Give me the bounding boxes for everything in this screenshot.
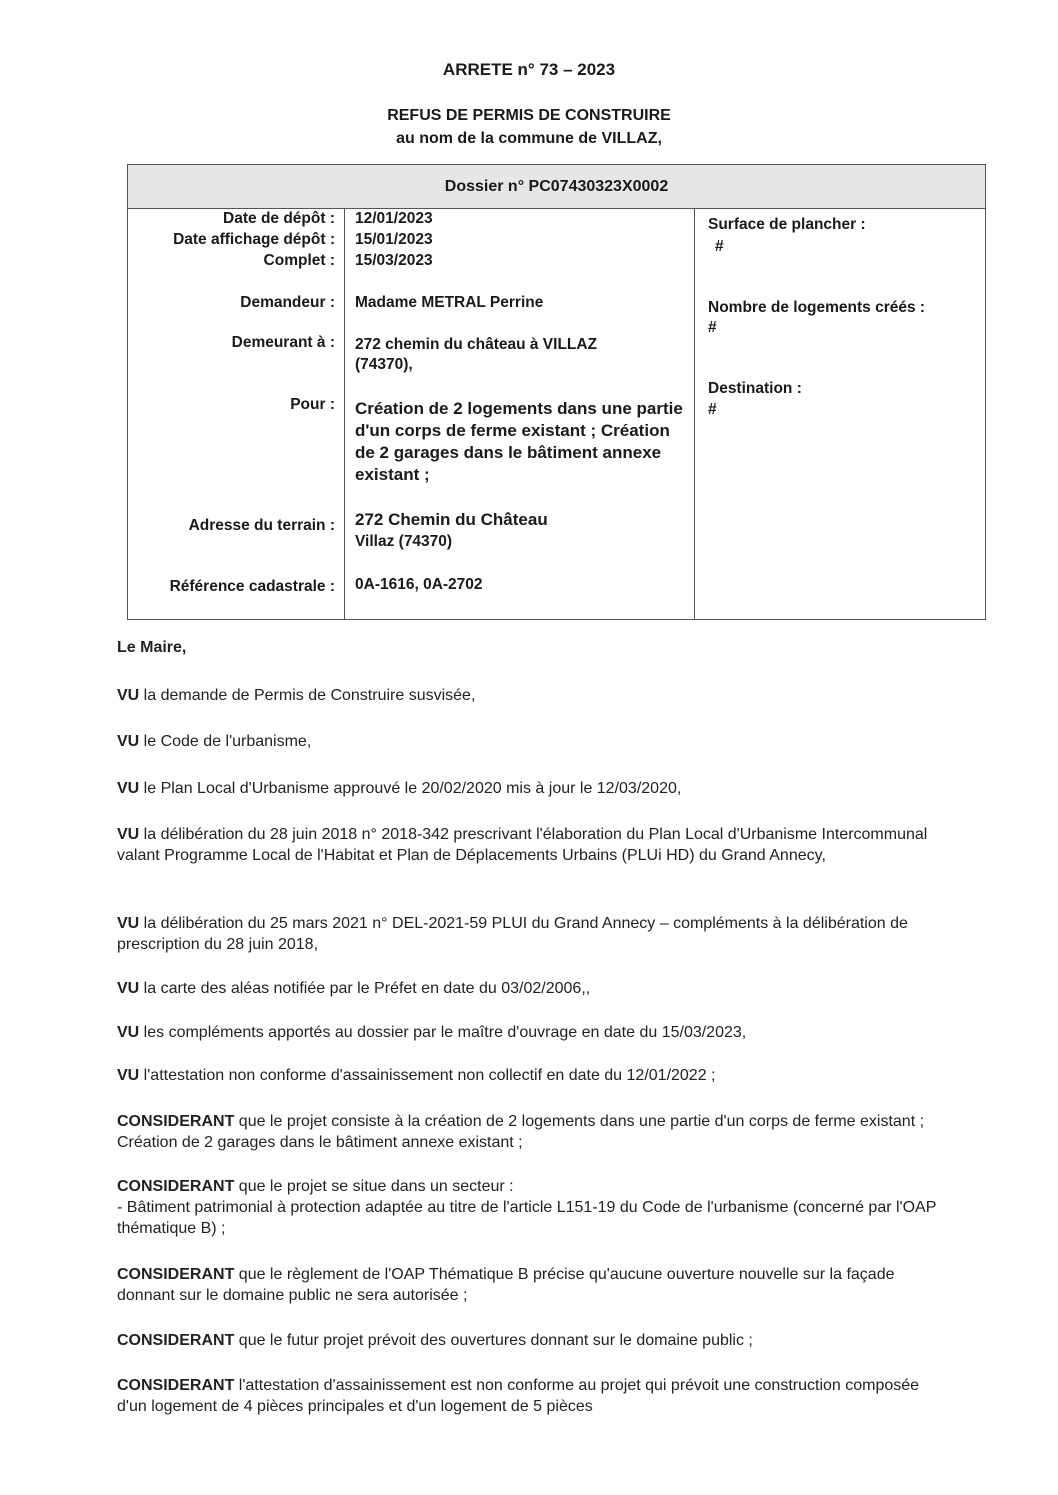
paragraph-lead: VU — [117, 1024, 140, 1041]
paragraph-text: la carte des aléas notifiée par le Préfet en date du 03/02/2006,, — [139, 980, 591, 997]
column-divider — [344, 209, 345, 619]
column-divider — [694, 209, 695, 619]
label-complet: Complet : — [263, 252, 335, 269]
paragraph-lead: VU — [117, 915, 140, 932]
opening-line: Le Maire, — [117, 639, 187, 656]
paragraph-lead: CONSIDERANT — [117, 1332, 235, 1349]
value-date-depot: 12/01/2023 — [355, 210, 433, 227]
paragraph — [117, 978, 937, 999]
paragraph-text: que le règlement de l'OAP Thématique B précise qu'aucune ouverture nouvelle sur la façade donnant sur le domaine public ne sera autorisée ; — [117, 1266, 895, 1304]
value-date-affichage: 15/01/2023 — [355, 231, 433, 248]
dossier-heading: Dossier n° PC07430323X0002 — [128, 165, 985, 209]
paragraph — [117, 685, 937, 706]
paragraph — [117, 913, 937, 955]
value-demandeur: Madame METRAL Perrine — [355, 294, 544, 311]
paragraph-text: la délibération du 28 juin 2018 n° 2018-342 prescrivant l'élaboration du Plan Local d'Urbanisme Intercommunal valant Programme Local de l'Habitat et Plan de Déplacements Urbains (PLUi HD) du Grand Annecy, — [117, 826, 928, 864]
paragraph-lead: CONSIDERANT — [117, 1266, 235, 1283]
paragraph-lead: VU — [117, 733, 140, 750]
paragraph-text: que le futur projet prévoit des ouvertures donnant sur le domaine public ; — [234, 1332, 753, 1349]
paragraph — [117, 1375, 937, 1417]
paragraph-lead: CONSIDERANT — [117, 1377, 235, 1394]
label-adresse-terrain: Adresse du terrain : — [188, 517, 335, 534]
paragraph — [117, 731, 937, 752]
label-date-depot: Date de dépôt : — [223, 210, 335, 227]
paragraph-text: que le projet consiste à la création de 2 logements dans une partie d'un corps de ferme existant ; Création de 2 garages dans le bâtiment annexe existant ; — [117, 1113, 925, 1151]
paragraph — [117, 1264, 937, 1306]
paragraph-text: l'attestation non conforme d'assainissement non collectif en date du 12/01/2022 ; — [139, 1067, 716, 1084]
value-adresse-commune: Villaz (74370) — [355, 533, 453, 550]
arrete-title: ARRETE n° 73 – 2023 — [442, 60, 616, 79]
value-reference-cadastrale: 0A-1616, 0A-2702 — [355, 576, 483, 593]
paragraph-text: le Plan Local d'Urbanisme approuvé le 20/02/2020 mis à jour le 12/03/2020, — [139, 780, 682, 797]
paragraph — [117, 824, 937, 866]
label-demeurant: Demeurant à : — [231, 334, 335, 351]
value-pour: Création de 2 logements dans une partie d'un corps de ferme existant ; Création de 2 garages dans le bâtiment annexe existant ; — [355, 399, 683, 484]
paragraph — [117, 1065, 937, 1086]
value-adresse-terrain: 272 Chemin du Château — [355, 510, 548, 529]
label-reference-cadastrale: Référence cadastrale : — [169, 578, 335, 595]
dossier-box — [127, 164, 986, 620]
paragraph-lead: VU — [117, 780, 140, 797]
label-demandeur: Demandeur : — [240, 294, 335, 311]
paragraph-lead: VU — [117, 687, 140, 704]
paragraph-text: le Code de l'urbanisme, — [139, 733, 312, 750]
paragraph-text: la délibération du 25 mars 2021 n° DEL-2021-59 PLUI du Grand Annecy – compléments à la délibération de prescription du 28 juin 2018, — [117, 915, 908, 953]
label-pour: Pour : — [290, 396, 335, 413]
value-surface-plancher: # — [715, 238, 724, 255]
value-demeurant: 272 chemin du château à VILLAZ (74370), — [355, 336, 598, 373]
paragraph-lead: VU — [117, 980, 140, 997]
paragraph-lead: CONSIDERANT — [117, 1178, 235, 1195]
label-nombre-logements: Nombre de logements créés : — [708, 299, 926, 316]
paragraph-lead: VU — [117, 826, 140, 843]
value-destination: # — [708, 401, 717, 418]
commune-line: au nom de la commune de VILLAZ, — [396, 130, 662, 147]
paragraph-text: l'attestation d'assainissement est non conforme au projet qui prévoit une construction composée d'un logement de 4 pièces principales et d'un logement de 5 pièces — [117, 1377, 920, 1415]
decision-title: REFUS DE PERMIS DE CONSTRUIRE — [387, 107, 671, 124]
paragraph — [117, 778, 937, 799]
paragraph-lead: VU — [117, 1067, 140, 1084]
label-date-affichage: Date affichage dépôt : — [173, 231, 335, 248]
paragraph — [117, 1330, 937, 1351]
paragraph — [117, 1111, 937, 1153]
label-destination: Destination : — [708, 380, 802, 397]
paragraph-text: que le projet se situe dans un secteur : — [234, 1178, 514, 1195]
paragraph-lead: CONSIDERANT — [117, 1113, 235, 1130]
paragraph — [117, 1176, 937, 1239]
value-nombre-logements: # — [708, 319, 717, 336]
paragraph-text: les compléments apportés au dossier par le maître d'ouvrage en date du 15/03/2023, — [139, 1024, 747, 1041]
paragraph-extra: - Bâtiment patrimonial à protection adaptée au titre de l'article L151-19 du Code de l'urbanisme (concerné par l'OAP thématique B) ; — [117, 1199, 937, 1237]
paragraph-text: la demande de Permis de Construire susvisée, — [139, 687, 476, 704]
value-complet: 15/03/2023 — [355, 252, 433, 269]
label-surface-plancher: Surface de plancher : — [708, 216, 866, 233]
paragraph — [117, 1022, 937, 1043]
